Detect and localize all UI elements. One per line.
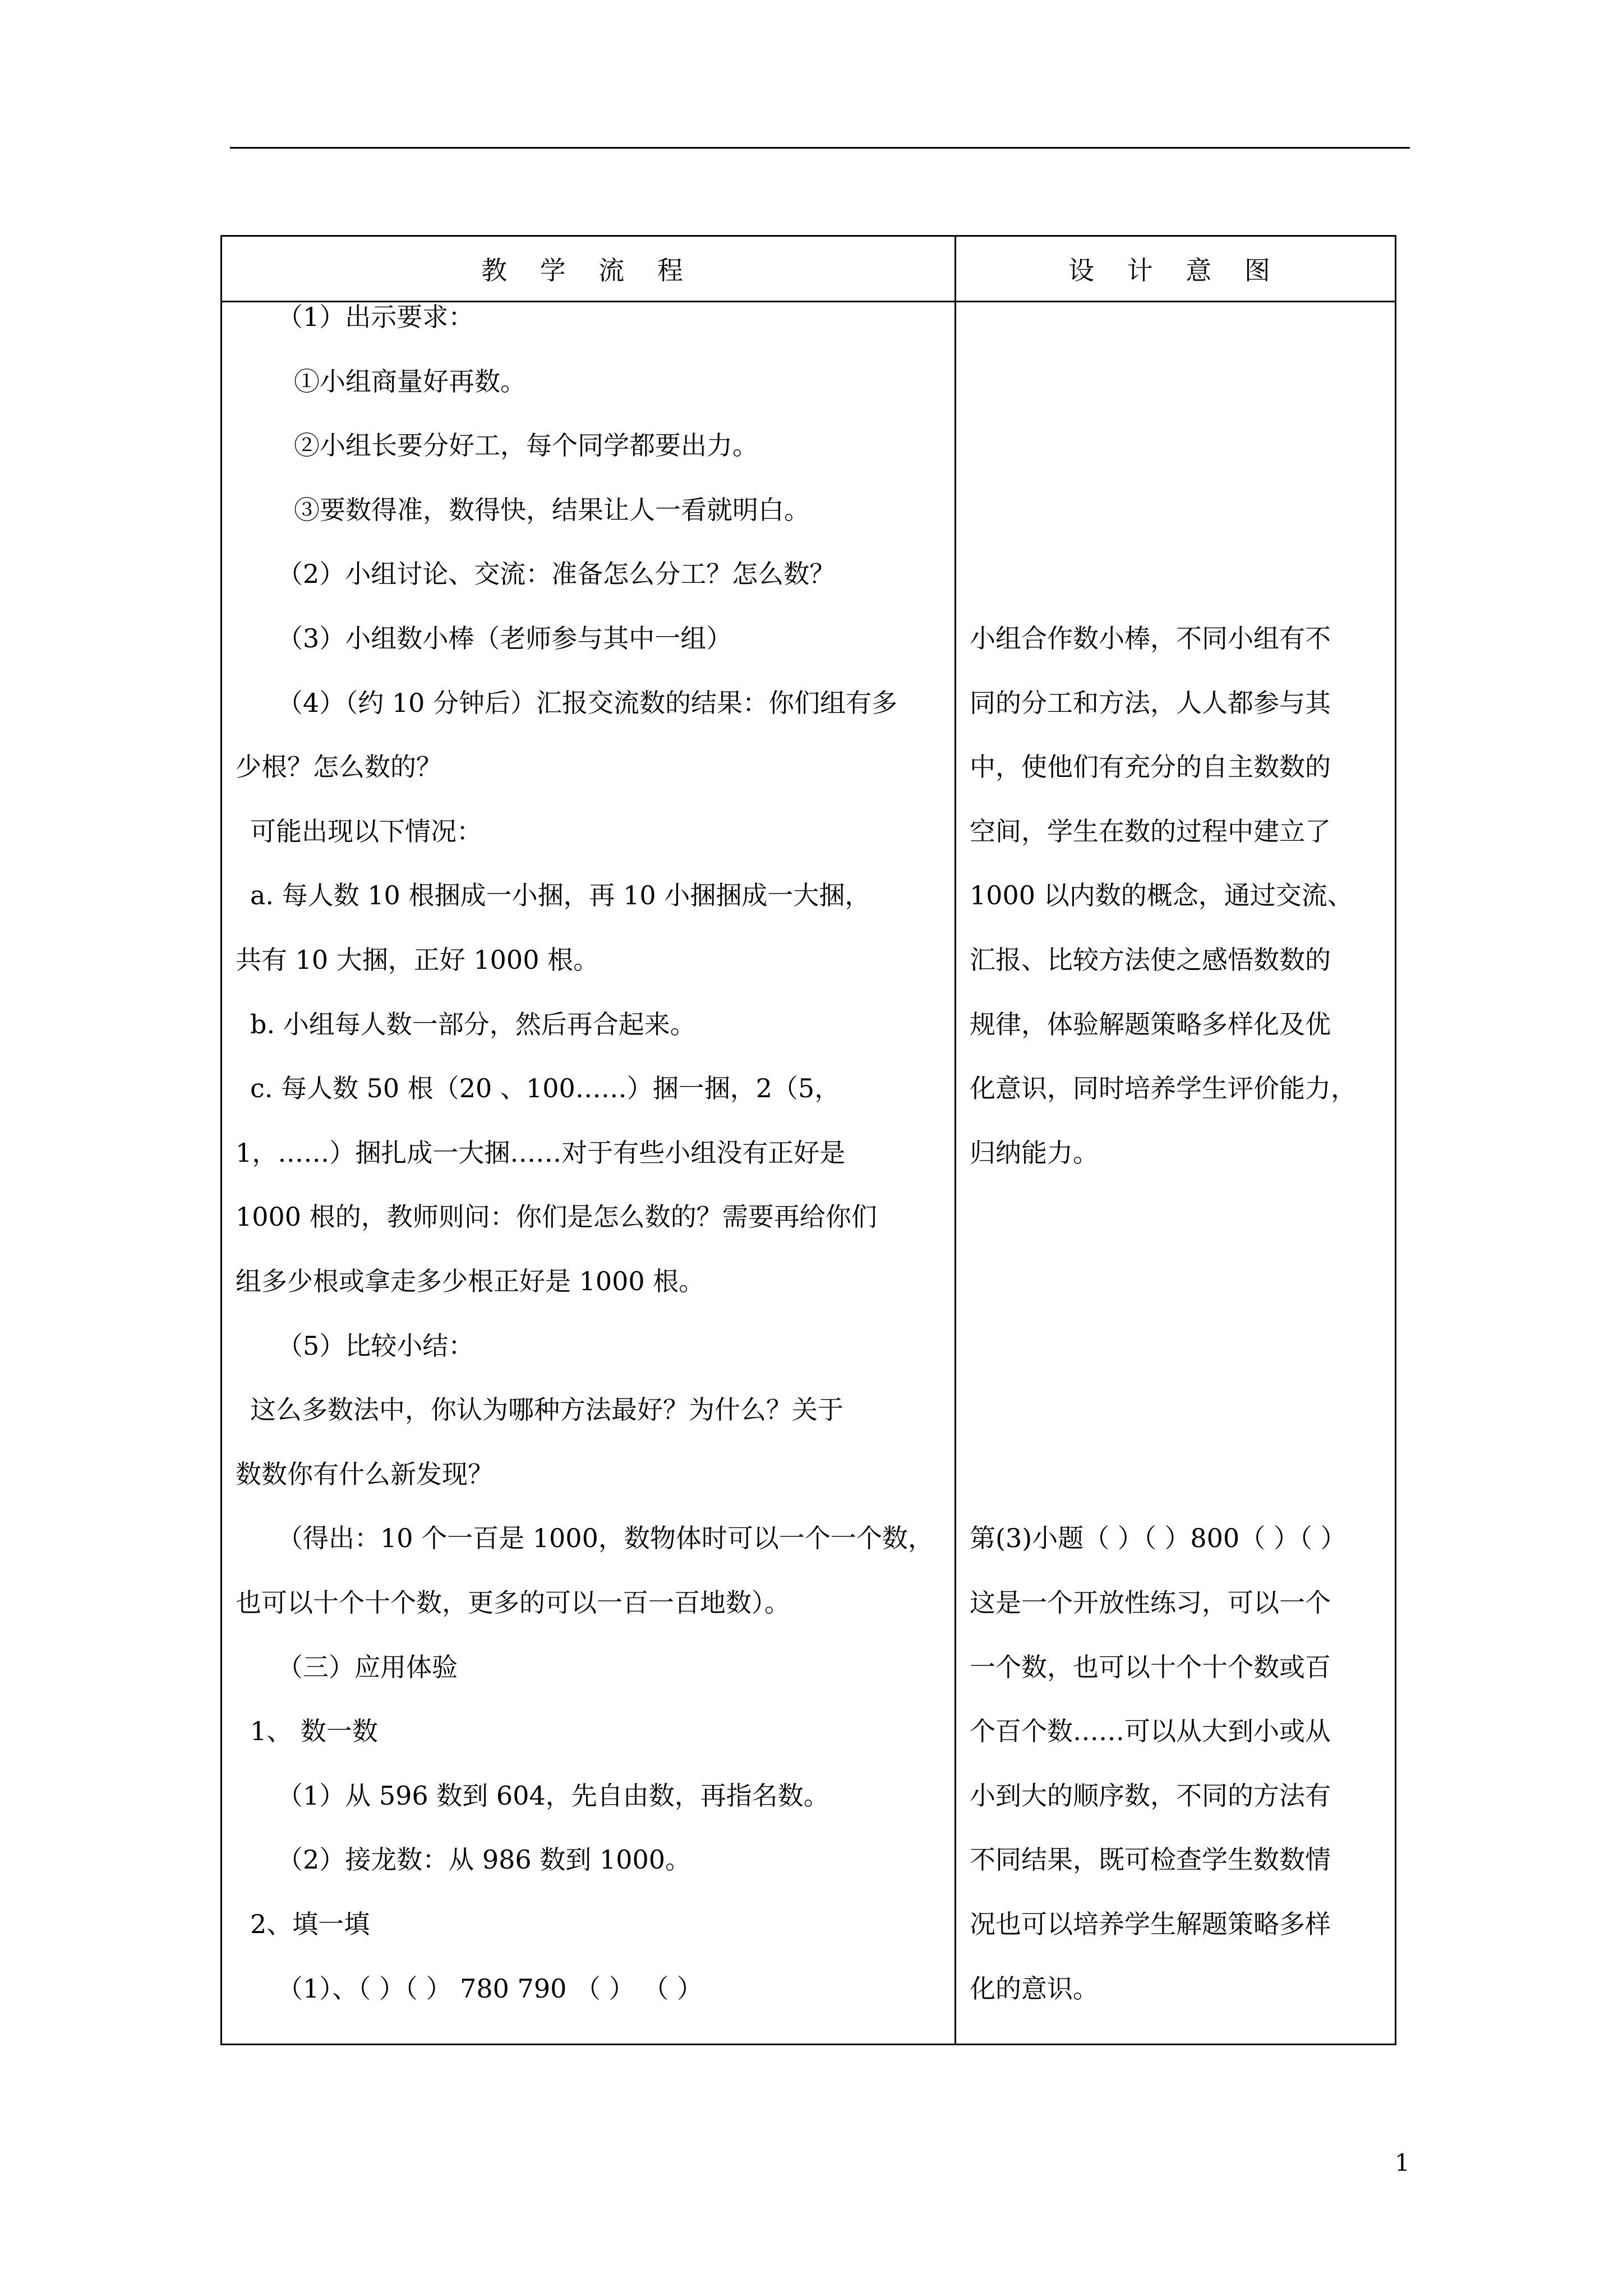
header-design-intent: 设 计 意 图 xyxy=(956,236,1396,302)
intent-line: 化意识，同时培养学生评价能力， xyxy=(970,1073,1357,1104)
process-line: （2）小组讨论、交流：准备怎么分工？怎么数？ xyxy=(277,559,836,590)
process-line: ③要数得准，数得快，结果让人一看就明白。 xyxy=(294,494,810,525)
process-line: b. 小组每人数一部分，然后再合起来。 xyxy=(250,1009,696,1039)
process-line: 数数你有什么新发现？ xyxy=(236,1458,494,1489)
intent-line: 一个数，也可以十个十个数或百 xyxy=(970,1651,1331,1682)
header-teaching-process: 教 学 流 程 xyxy=(222,236,956,302)
process-line: （1）、（ ）（ ） 780 790 （ ） （ ） xyxy=(277,1973,703,2004)
intent-line: 小组合作数小棒，不同小组有不 xyxy=(970,623,1331,654)
process-line: 也可以十个十个数，更多的可以一百一百地数）。 xyxy=(236,1588,790,1618)
process-line: （1）从 596 数到 604，先自由数，再指名数。 xyxy=(277,1780,829,1811)
process-line: 2、填一填 xyxy=(250,1909,370,1939)
process-line: 组多少根或拿走多少根正好是 1000 根。 xyxy=(236,1266,705,1296)
process-line: 少根？怎么数的？ xyxy=(236,752,442,783)
table-body-row xyxy=(222,302,1396,2045)
intent-line: 不同结果，既可检查学生数数情 xyxy=(970,1844,1331,1875)
intent-line: 归纳能力。 xyxy=(970,1137,1099,1168)
page-number: 1 xyxy=(1395,2149,1410,2177)
header-rule xyxy=(230,147,1410,149)
intent-line: 1000 以内数的概念，通过交流、 xyxy=(970,880,1353,911)
process-line: 1，……）捆扎成一大捆……对于有些小组没有正好是 xyxy=(236,1137,846,1168)
process-line: 这么多数法中，你认为哪种方法最好？为什么？关于 xyxy=(250,1395,843,1425)
process-line: 1、 数一数 xyxy=(250,1716,378,1747)
process-line: （得出：10 个一百是 1000，数物体时可以一个一个数， xyxy=(277,1523,934,1554)
process-line: ①小组商量好再数。 xyxy=(294,366,526,397)
intent-line: 规律，体验解题策略多样化及优 xyxy=(970,1009,1331,1039)
process-line: 1000 根的，教师则问：你们是怎么数的？需要再给你们 xyxy=(236,1202,877,1232)
process-line: 可能出现以下情况： xyxy=(250,816,482,846)
intent-line: 汇报、比较方法使之感悟数数的 xyxy=(970,945,1331,975)
intent-line: 个百个数……可以从大到小或从 xyxy=(970,1716,1331,1747)
process-line: c. 每人数 50 根（20 、100……）捆一捆，2（5， xyxy=(250,1073,841,1104)
intent-line: 小到大的顺序数，不同的方法有 xyxy=(970,1780,1331,1811)
process-line: （三）应用体验 xyxy=(277,1651,458,1682)
process-line: ②小组长要分好工，每个同学都要出力。 xyxy=(294,430,758,461)
process-line: 共有 10 大捆，正好 1000 根。 xyxy=(236,945,600,975)
intent-line: 中，使他们有充分的自主数数的 xyxy=(970,752,1331,783)
process-line: （2）接龙数：从 986 数到 1000。 xyxy=(277,1844,691,1875)
process-line: a. 每人数 10 根捆成一小捆，再 10 小捆捆成一大捆， xyxy=(250,880,871,911)
process-line: （3）小组数小棒（老师参与其中一组） xyxy=(277,623,732,654)
intent-line: 同的分工和方法，人人都参与其 xyxy=(970,687,1331,718)
intent-line: 这是一个开放性练习，可以一个 xyxy=(970,1588,1331,1618)
process-line: （4）（约 10 分钟后）汇报交流数的结果：你们组有多 xyxy=(277,687,898,718)
intent-line: 第(3)小题（ ）（ ）800（ ）（ ） xyxy=(970,1523,1347,1554)
intent-line: 空间，学生在数的过程中建立了 xyxy=(970,816,1331,846)
teaching-process-cell xyxy=(222,302,956,2045)
design-intent-cell xyxy=(956,302,1396,2045)
process-line: （1）出示要求： xyxy=(277,302,474,332)
intent-line: 况也可以培养学生解题策略多样 xyxy=(970,1909,1331,1939)
process-line: （5）比较小结： xyxy=(277,1330,474,1361)
lesson-plan-table xyxy=(220,235,1396,2045)
intent-line: 化的意识。 xyxy=(970,1973,1099,2004)
table-header-row xyxy=(222,236,1396,302)
